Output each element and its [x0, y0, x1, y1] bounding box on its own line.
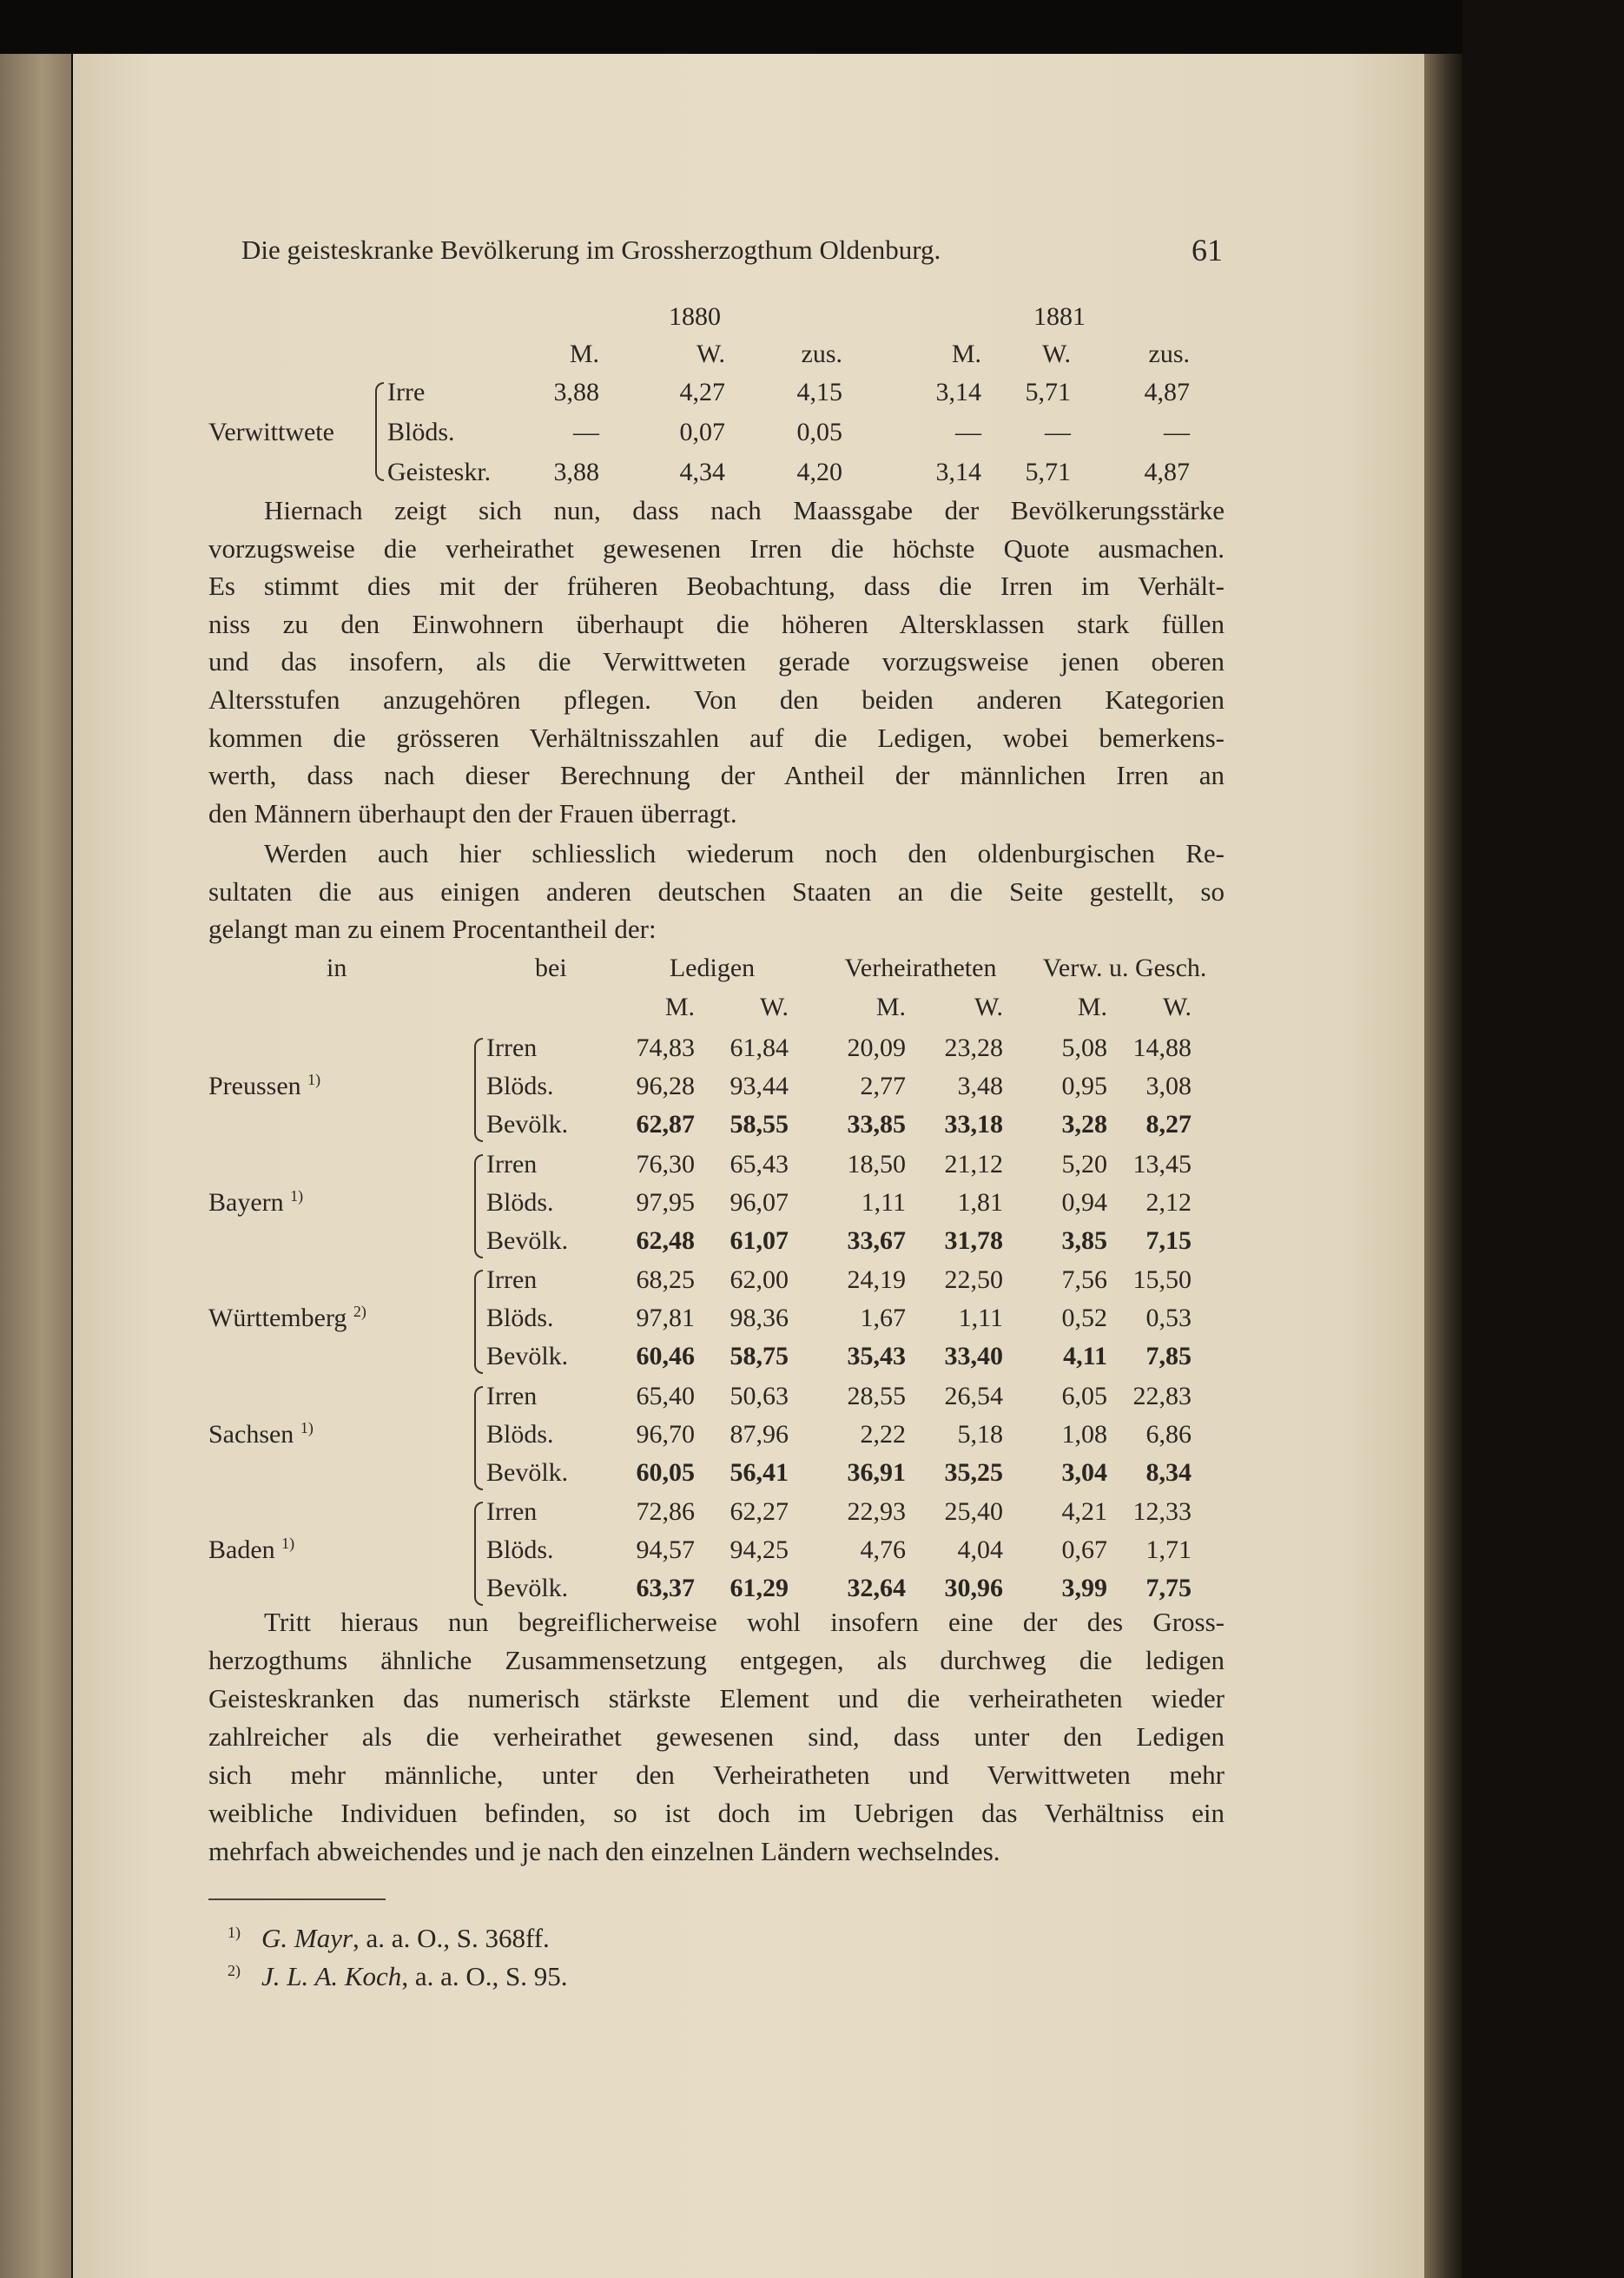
table-cell: 2,12	[1145, 1187, 1192, 1217]
footnote-mark: 2)	[228, 1961, 241, 1979]
row-label: Blöds.	[387, 418, 455, 446]
footnote-mark: 1)	[307, 1071, 321, 1088]
column-header: zus.	[801, 340, 842, 368]
table-cell: 61,07	[729, 1225, 789, 1255]
year-header: 1880	[669, 302, 721, 331]
text-line: Werden auch hier schliesslich wiederum noch den oldenburgischen Re-	[264, 838, 1225, 868]
table-cell: 74,83	[636, 1033, 695, 1062]
table-cell: 28,55	[847, 1381, 906, 1410]
table-cell: 0,67	[1061, 1535, 1107, 1564]
table-cell: 24,19	[847, 1265, 906, 1294]
row-brace	[474, 1502, 483, 1606]
state-label: Preussen	[208, 1072, 301, 1100]
text-line: mehrfach abweichendes und je nach den einzelnen Ländern wechselndes.	[208, 1836, 1000, 1866]
table-cell: 94,57	[636, 1535, 695, 1564]
row-label: Irren	[486, 1497, 538, 1526]
column-header: W.	[974, 993, 1003, 1021]
header-title: Die geisteskranke Bevölkerung im Grossherzogthum Oldenburg.	[241, 234, 941, 265]
text-line: vorzugsweise die verheirathet gewesenen Irren die höchste Quote ausmachen.	[208, 532, 1225, 564]
row-label: Irren	[486, 1265, 538, 1294]
text-line: Hiernach zeigt sich nun, dass nach Maassgabe der Bevölkerungsstärke	[264, 495, 1225, 525]
text-line: niss zu den Einwohnern überhaupt die höheren Altersklassen stark füllen	[208, 608, 1225, 639]
table-cell: 4,27	[679, 378, 725, 406]
table-cell: 58,75	[729, 1342, 789, 1370]
table-cell: 15,50	[1132, 1265, 1192, 1294]
state-label: Württemberg	[208, 1304, 347, 1332]
row-label: Irre	[387, 378, 426, 406]
table-cell: 61,84	[729, 1033, 789, 1062]
state-name	[208, 1185, 303, 1220]
footnote	[228, 1921, 550, 1956]
table-cell: 3,48	[957, 1072, 1003, 1100]
footnote-mark: 1)	[228, 1923, 241, 1941]
table-cell: 4,21	[1061, 1497, 1107, 1526]
row-label: Bevölk.	[486, 1225, 569, 1255]
year-header: 1881	[1033, 302, 1086, 331]
table-cell: 4,11	[1063, 1342, 1107, 1370]
table-cell: 23,28	[944, 1033, 1003, 1062]
row-label: Blöds.	[486, 1419, 554, 1449]
table-cell: 4,87	[1144, 378, 1190, 406]
footnote-mark: 2)	[353, 1303, 366, 1320]
running-header	[241, 233, 1223, 267]
table-cell: 33,85	[847, 1110, 906, 1139]
table-cell: 13,45	[1132, 1149, 1192, 1179]
column-header: zus.	[1148, 340, 1190, 368]
table-cell: 20,09	[847, 1033, 906, 1062]
table-cell: 96,28	[636, 1072, 695, 1100]
table-cell: —	[1045, 418, 1071, 446]
row-group-label: Verwittwete	[208, 418, 334, 446]
text-line: sich mehr männliche, unter den Verheiratheten und Verwittweten mehr	[208, 1760, 1225, 1790]
table-cell: 35,43	[847, 1342, 906, 1370]
table-cell: 12,33	[1132, 1497, 1192, 1526]
page-number: 61	[1192, 233, 1223, 267]
table-cell: 5,71	[1025, 378, 1071, 406]
table-cell: 5,20	[1061, 1149, 1107, 1179]
table-cell: 22,50	[944, 1265, 1003, 1294]
table-cell: 1,81	[957, 1187, 1003, 1217]
state-name	[208, 1069, 320, 1104]
table-cell: 87,96	[729, 1419, 789, 1449]
table-cell: 56,41	[729, 1457, 789, 1487]
row-label: Irren	[486, 1033, 538, 1062]
table-cell: 2,77	[860, 1072, 906, 1100]
row-label: Bevölk.	[486, 1457, 569, 1487]
footnote-mark: 1)	[300, 1418, 314, 1436]
column-header: M.	[664, 993, 695, 1021]
state-name	[208, 1533, 294, 1568]
table-cell: 3,14	[935, 378, 981, 406]
table-cell: 0,94	[1061, 1187, 1107, 1217]
table-cell: 3,88	[553, 458, 599, 486]
text-line: weibliche Individuen befinden, so ist doch im Uebrigen das Verhältniss ein	[208, 1798, 1225, 1828]
table-cell: 62,48	[636, 1225, 695, 1255]
table-cell: 97,81	[636, 1304, 695, 1332]
table-cell: —	[955, 418, 981, 446]
table-cell: 63,37	[636, 1574, 695, 1602]
table-cell: 96,70	[636, 1419, 695, 1449]
table-cell: 5,71	[1025, 458, 1071, 486]
table-cell: 6,86	[1145, 1419, 1192, 1449]
row-label: Blöds.	[486, 1072, 554, 1100]
state-label: Bayern	[208, 1187, 284, 1217]
table-cell: 98,36	[729, 1304, 789, 1332]
row-label: Blöds.	[486, 1187, 554, 1217]
table-cell: 93,44	[729, 1072, 789, 1100]
column-header: M.	[951, 340, 981, 368]
column-header: M.	[1077, 993, 1107, 1021]
table-cell: 62,27	[729, 1497, 789, 1526]
row-label: Blöds.	[486, 1304, 554, 1332]
table-cell: 26,54	[944, 1381, 1003, 1410]
text-line: zahlreicher als die verheirathet gewesenen sind, dass unter den Ledigen	[208, 1721, 1225, 1752]
column-header: M.	[569, 340, 599, 368]
table-cell: —	[573, 418, 599, 446]
row-brace	[375, 382, 384, 481]
table-cell: 61,29	[729, 1574, 789, 1602]
state-label: Sachsen	[208, 1419, 294, 1449]
row-label: Irren	[486, 1381, 538, 1410]
row-label: Geisteskr.	[387, 458, 492, 486]
table-cell: 76,30	[636, 1149, 695, 1179]
group-header: Ledigen	[669, 954, 756, 982]
table-cell: 7,85	[1145, 1342, 1192, 1370]
table-cell: 5,18	[957, 1419, 1003, 1449]
table-cell: 4,15	[796, 378, 842, 406]
table-cell: 0,95	[1061, 1072, 1107, 1100]
table-cell: 0,05	[796, 418, 842, 446]
table-cell: 62,00	[729, 1265, 789, 1294]
table-cell: 1,67	[860, 1304, 906, 1332]
table-cell: 58,55	[729, 1110, 789, 1139]
row-label: Irren	[486, 1149, 538, 1179]
column-header: W.	[1041, 340, 1071, 368]
group-header: Verw. u. Gesch.	[1042, 954, 1207, 982]
text-line: werth, dass nach dieser Berechnung der Antheil der männlichen Irren an	[208, 760, 1225, 791]
table-cell: 7,56	[1061, 1265, 1107, 1294]
table-cell: 0,53	[1145, 1304, 1192, 1332]
text-line: den Männern überhaupt den der Frauen überragt.	[208, 797, 737, 829]
footnote-mark: 1)	[290, 1186, 304, 1205]
table-cell: 22,93	[847, 1497, 906, 1526]
table-cell: 62,87	[636, 1110, 695, 1139]
column-header: M.	[875, 993, 906, 1021]
table-cell: 22,83	[1132, 1381, 1192, 1410]
text-line: und das insofern, als die Verwittweten gerade vorzugsweise jenen oberen	[208, 646, 1225, 677]
footnote	[228, 1959, 568, 1994]
table-cell: 0,07	[679, 418, 725, 446]
state-label: Baden	[208, 1535, 275, 1564]
text-line: sultaten die aus einigen anderen deutschen Staaten an die Seite gestellt, so	[208, 875, 1225, 907]
state-name	[208, 1417, 314, 1452]
column-header: W.	[696, 340, 725, 368]
table-cell: 4,20	[796, 458, 842, 486]
row-brace	[474, 1154, 483, 1258]
table-cell: 7,15	[1145, 1225, 1192, 1255]
table-cell: 5,08	[1061, 1033, 1107, 1062]
row-label: Blöds.	[486, 1535, 554, 1564]
table-cell: 7,75	[1145, 1574, 1192, 1602]
table-cell: 4,04	[957, 1535, 1003, 1564]
table-cell: 97,95	[636, 1187, 695, 1217]
table-cell: 32,64	[847, 1574, 906, 1602]
column-header: W.	[759, 993, 789, 1021]
table-cell: 60,46	[636, 1342, 695, 1370]
group-header: Verheiratheten	[844, 954, 997, 982]
table-cell: 94,25	[729, 1535, 789, 1564]
table-cell: 4,87	[1144, 458, 1190, 486]
table-cell: 4,76	[860, 1535, 906, 1564]
table-cell: —	[1164, 418, 1190, 446]
table-cell: 4,34	[679, 458, 725, 486]
table-cell: 2,22	[860, 1419, 906, 1449]
table-cell: 6,05	[1061, 1381, 1107, 1410]
table-cell: 60,05	[636, 1457, 695, 1487]
table-cell: 30,96	[944, 1574, 1003, 1602]
table-cell: 68,25	[636, 1265, 695, 1294]
table-cell: 8,27	[1145, 1110, 1192, 1139]
table-cell: 72,86	[636, 1497, 695, 1526]
table-cell: 96,07	[729, 1187, 789, 1217]
table-cell: 1,08	[1061, 1419, 1107, 1449]
table-cell: 1,71	[1145, 1535, 1192, 1564]
text-line: Tritt hieraus nun begreiflicherweise wohl insofern eine der des Gross-	[264, 1607, 1225, 1637]
table-cell: 50,63	[729, 1381, 789, 1410]
table-cell: 3,04	[1061, 1457, 1107, 1487]
table-cell: 0,52	[1061, 1304, 1107, 1332]
table-cell: 3,08	[1145, 1072, 1192, 1100]
row-brace	[474, 1270, 483, 1374]
table-cell: 1,11	[861, 1187, 906, 1217]
table-cell: 31,78	[944, 1225, 1003, 1255]
table-cell: 8,34	[1145, 1457, 1192, 1487]
table-cell: 36,91	[847, 1457, 906, 1487]
head-bei: bei	[535, 954, 567, 982]
table-cell: 65,43	[729, 1149, 789, 1179]
row-label: Bevölk.	[486, 1342, 569, 1370]
table-cell: 3,88	[553, 378, 599, 406]
footnote-reference: , a. a. O., S. 368ff.	[353, 1923, 550, 1953]
table-cell: 18,50	[847, 1149, 906, 1179]
footnote-author: G. Mayr	[261, 1923, 353, 1953]
table-cell: 35,25	[944, 1457, 1003, 1487]
text-line: kommen die grösseren Verhältnisszahlen auf die Ledigen, wobei bemerkens-	[208, 722, 1225, 753]
text-line: gelangt man zu einem Procentantheil der:	[208, 914, 657, 945]
table-cell: 33,67	[847, 1225, 906, 1255]
table-cell: 25,40	[944, 1497, 1003, 1526]
footnote-author: J. L. A. Koch	[261, 1961, 402, 1991]
footnote-mark: 1)	[281, 1535, 295, 1552]
text-line: herzogthums ähnliche Zusammensetzung entgegen, als durchweg die ledigen	[208, 1645, 1225, 1675]
table-cell: 65,40	[636, 1381, 695, 1410]
table-cell: 33,40	[944, 1342, 1003, 1370]
row-label: Bevölk.	[486, 1110, 569, 1139]
table-cell: 3,14	[935, 458, 981, 486]
row-brace	[474, 1386, 483, 1490]
footnote-rule	[208, 1898, 386, 1900]
table-cell: 33,18	[944, 1110, 1003, 1139]
text-line: Geisteskranken das numerisch stärkste Element und die verheiratheten wieder	[208, 1683, 1225, 1713]
table-cell: 3,99	[1061, 1574, 1107, 1602]
state-name	[208, 1301, 366, 1336]
table-cell: 3,28	[1061, 1110, 1107, 1139]
table-cell: 1,11	[958, 1304, 1003, 1332]
table-cell: 21,12	[944, 1149, 1003, 1179]
table-cell: 3,85	[1061, 1225, 1107, 1255]
head-in: in	[327, 954, 347, 982]
footnote-reference: , a. a. O., S. 95.	[401, 1961, 568, 1991]
text-line: Es stimmt dies mit der früheren Beobachtung, dass die Irren im Verhält-	[208, 571, 1225, 602]
row-label: Bevölk.	[486, 1574, 569, 1602]
text-line: Altersstufen anzugehören pflegen. Von den beiden anderen Kategorien	[208, 684, 1225, 715]
column-header: W.	[1162, 993, 1192, 1021]
table-cell: 14,88	[1132, 1033, 1192, 1062]
row-brace	[474, 1038, 483, 1142]
